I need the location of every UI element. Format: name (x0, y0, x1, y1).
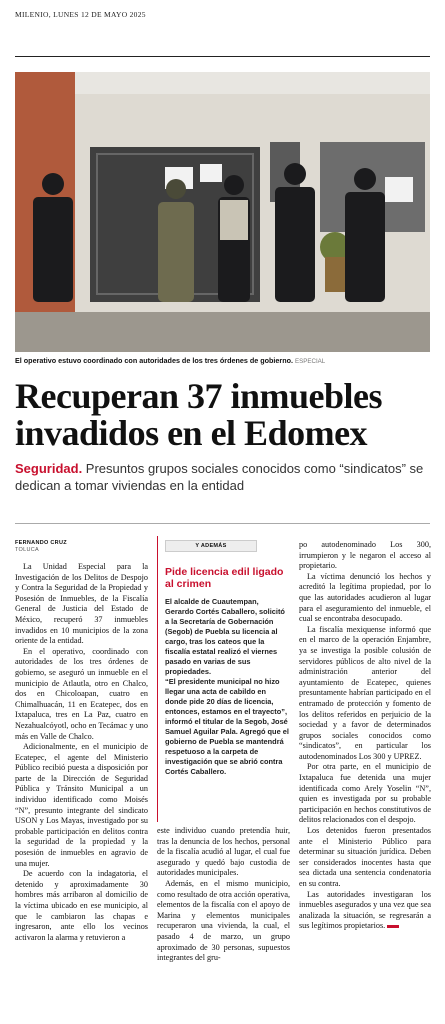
byline (15, 540, 67, 554)
sidebar-title: Pide licencia edil ligado al crimen (165, 566, 284, 590)
paragraph: De acuerdo con la indagatoria, el detenido y aproximadamente 30 hombres más arribaron al domicilio de la víctima ubicado en ese municipio, al que le cambiaron las chapas e ingresaron, ante ello los vecinos activaron la alarma y retuvieron a (15, 869, 148, 942)
paragraph: po autodenominado Los 300, irrumpieron y le negaron el acceso al propietario. (299, 540, 431, 571)
paragraph: Por otra parte, en el municipio de Ixtapaluca fue detenida una mujer identificada como Arely Yoselin “N”, quien es investigada por su probable participación en hechos constitutivos de delitos relacionados con el despojo. (299, 762, 431, 825)
paragraph: La Unidad Especial para la Investigación de los Delitos de Despojo y Contra la Seguridad de la Propiedad y Posesión de Inmuebles, de la Fiscalía General de Justicia del Estado de México, recuperó 37 inmuebles invadidos en 10 municipios de la zona oriente de la entidad. (15, 562, 148, 646)
article-column-1 (15, 562, 148, 943)
paragraph: Los detenidos fueron presentados ante el Ministerio Público para determinar su situación jurídica. Deben ser considerados inocentes hasta que sea dictada una sentencia condenatoria en su contra. (299, 826, 431, 888)
sidebar-box (157, 536, 290, 822)
paragraph: este individuo cuando pretendía huir, tras la denuncia de los hechos, personal de la fiscalía acudió al lugar, el cual fue asegurado y quedó bajo custodia de autoridades municipales. (157, 826, 290, 878)
section-rule (15, 523, 430, 524)
article-column-3 (299, 540, 431, 932)
paragraph: En el operativo, coordinado con autoridades de los tres órdenes de gobierno, se aseguró un inmueble en el municipio de Atlautla, otro en Chalco, dos en Chicoloapan, cuatro en Chimalhuacán, 11 en Ecatepec, dos en Ixtapaluca, tres en La Paz, cuatro en Nezahualcóyotl, ocho en Tecámac y uno más en Valle de Chalco. (15, 646, 148, 741)
sidebar-tag: Y ADEMÁS (165, 540, 257, 552)
paragraph (299, 890, 431, 932)
paragraph: Además, en el mismo municipio, como resultado de otra acción operativa, elementos de la fiscalía con el apoyo de Marina y elementos municipales recuperaron una vivienda, la cual, el pasado 4 de marzo, un grupo aproximado de 30 personas, supuestos integrantes del gru- (157, 878, 290, 963)
sidebar-accent-line (157, 536, 158, 822)
photo-illustration (15, 72, 430, 352)
masthead: MILENIO, LUNES 12 DE MAYO 2025 (15, 10, 146, 19)
article-column-2 (157, 826, 290, 964)
photo-credit: ESPECIAL (294, 358, 326, 365)
photo-caption (15, 356, 430, 366)
paragraph: La fiscalía mexiquense informó que en el marco de la operación Enjambre, ya se investiga la posible colusión de servidores públicos de alto nivel de la administración anterior del ayuntamiento de Ecatepec, quienes presuntamente habrían participado en el entramado de protección y fomento de los delitos referidos en perjuicio de la sociedad y a favor de determinados grupos sociales conocidos como “sindicatos”, en particular los autodenominados Los 300 y UPREZ. (299, 624, 431, 761)
caption-text: El operativo estuvo coordinado con autoridades de los tres órdenes de gobierno. (15, 356, 293, 365)
paragraph: La víctima denunció los hechos y acreditó la legítima propiedad, por lo que las autoridades acudieron al lugar para el aseguramiento del inmueble, el cual se encontraba desocupado. (299, 571, 431, 624)
news-photo (15, 72, 430, 352)
sidebar-paragraph: “El presidente municipal no hizo llegar una acta de cabildo en donde pide 20 días de licencia, entonces, estamos en el trayecto”, informó el titular de la Segob, José Samuel Aguilar Pala. Agregó que el gobierno de Puebla se mantendrá respetuoso a la carpeta de investigación que se abrió contra Cortés Caballero. (165, 677, 289, 776)
paragraph: Adicionalmente, en el municipio de Ecatepec, el agente del Ministerio Público recibió puesta a disposición por parte de la Dirección de Seguridad Pública y Tránsito Municipal a un individuo identificado como Moisés “N”, presunto integrante del sindicato USON y Los Mayas, investigado por su probable participación en delitos contra la seguridad de la propiedad y la posesión de inmuebles en agravio de una mujer. (15, 742, 148, 868)
top-rule (15, 56, 430, 57)
paragraph-text: Las autoridades investigaran los inmuebles asegurados y una vez que sea analizada la situación, se regresarán a sus legítimos propietarios. (299, 889, 431, 931)
deck-kicker: Seguridad. (15, 461, 83, 476)
deck-text: Presuntos grupos sociales conocidos como “sindicatos” se dedican a tomar viviendas en la entidad (15, 461, 424, 493)
headline: Recuperan 37 inmuebles invadidos en el Edomex (15, 376, 382, 453)
byline-author: FERNANDO CRUZ (15, 540, 67, 546)
end-mark-icon (387, 925, 399, 928)
deck (15, 460, 430, 494)
sidebar-paragraph: El alcalde de Cuautempan, Gerardo Cortés Caballero, solicitó a la Secretaría de Gobernación (Segob) de Puebla su licencia al cargo, tras los cateos que la fiscalía estatal realizó el viernes pasado en varias de sus propiedades. (165, 597, 285, 676)
sidebar-body (165, 597, 289, 777)
byline-location: TOLUCA (15, 547, 40, 553)
